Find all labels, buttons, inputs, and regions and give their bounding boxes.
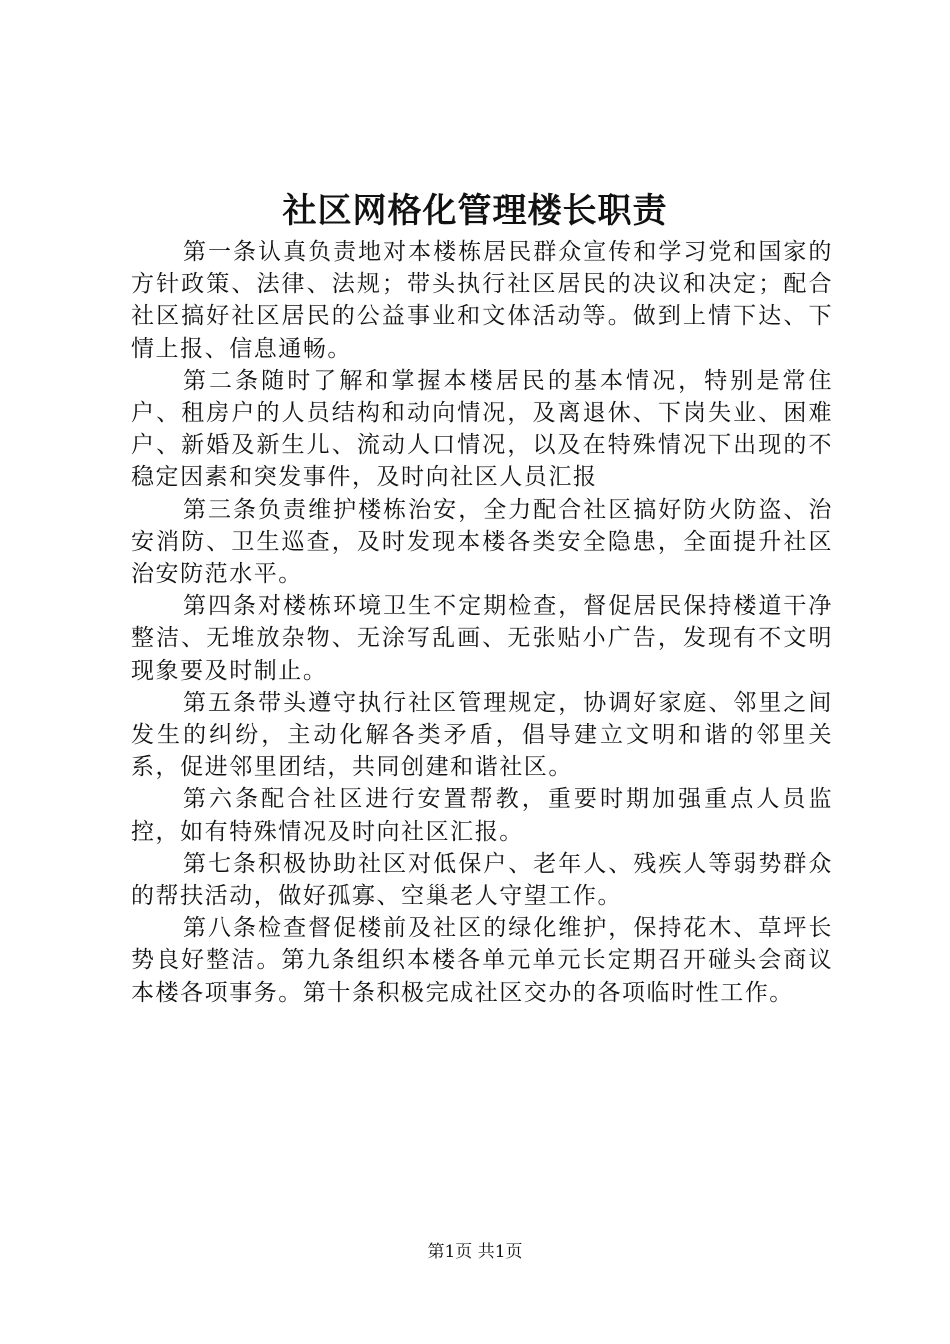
- article-paragraph-5: 第五条带头遵守执行社区管理规定，协调好家庭、邻里之间发生的纠纷，主动化解各类矛盾，倡导建立文明和谐的邻里关系，促进邻里团结，共同创建和谐社区。: [131, 689, 833, 781]
- article-paragraph-2: 第二条随时了解和掌握本楼居民的基本情况，特别是常住户、租房户的人员结构和动向情况，及离退休、下岗失业、困难户、新婚及新生儿、流动人口情况，以及在特殊情况下出现的不稳定因素和突发事件，及时向社区人员汇报: [131, 367, 833, 491]
- article-paragraph-1: 第一条认真负责地对本楼栋居民群众宣传和学习党和国家的方针政策、法律、法规；带头执行社区居民的决议和决定；配合社区搞好社区居民的公益事业和文体活动等。做到上情下达、下情上报、信息通畅。: [131, 239, 833, 362]
- article-paragraph-7: 第七条积极协助社区对低保户、老年人、残疾人等弱势群众的帮扶活动，做好孤寡、空巢老人守望工作。: [131, 850, 833, 910]
- article-paragraph-4: 第四条对楼栋环境卫生不定期检查，督促居民保持楼道干净整洁、无堆放杂物、无涂写乱画、无张贴小广告，发现有不文明现象要及时制止。: [131, 593, 833, 684]
- article-paragraph-3: 第三条负责维护楼栋治安，全力配合社区搞好防火防盗、治安消防、卫生巡查，及时发现本楼各类安全隐患，全面提升社区治安防范水平。: [131, 496, 833, 588]
- article-paragraph-6: 第六条配合社区进行安置帮教，重要时期加强重点人员监控，如有特殊情况及时向社区汇报。: [131, 786, 833, 845]
- page-footer: 第1页 共1页: [427, 1242, 523, 1262]
- document-body: [131, 236, 833, 1009]
- article-paragraph-8: 第八条检查督促楼前及社区的绿化维护，保持花木、草坪长势良好整洁。第九条组织本楼各单元单元长定期召开碰头会商议本楼各项事务。第十条积极完成社区交办的各项临时性工作。: [131, 915, 833, 1006]
- document-title: 社区网格化管理楼长职责: [282, 191, 668, 231]
